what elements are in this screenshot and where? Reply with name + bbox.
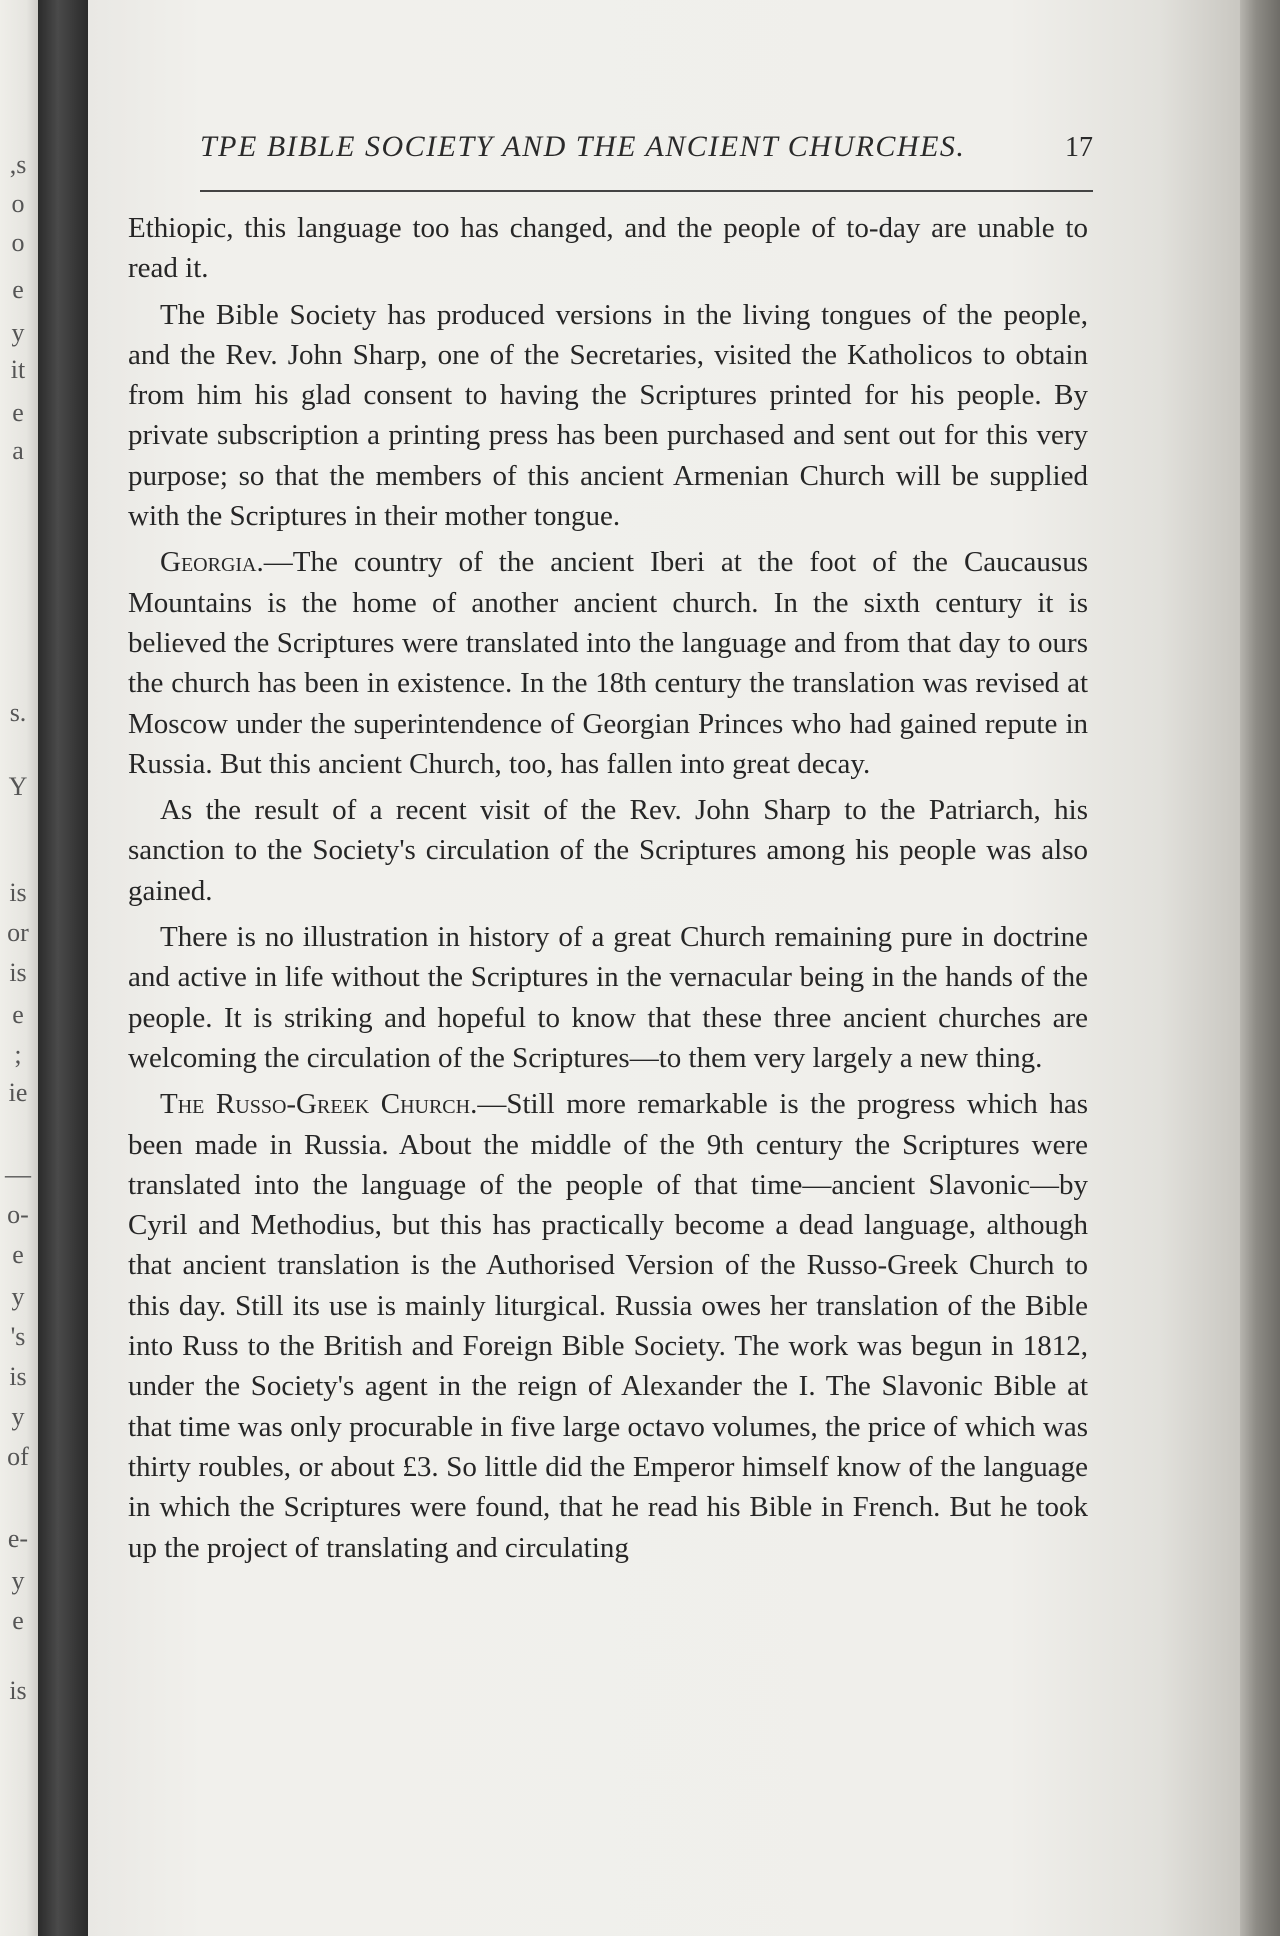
margin-fragment: e bbox=[12, 1606, 24, 1635]
margin-fragment: e bbox=[12, 275, 24, 304]
paragraph bbox=[128, 208, 1088, 289]
margin-fragment: 's bbox=[10, 1322, 26, 1351]
margin-fragment: it bbox=[10, 355, 26, 384]
margin-fragment: e- bbox=[7, 1524, 29, 1553]
margin-fragment: y bbox=[11, 1402, 25, 1431]
margin-fragment: Y bbox=[8, 772, 28, 801]
body-text bbox=[128, 208, 1088, 1568]
previous-page-edge bbox=[0, 0, 38, 1936]
paragraph bbox=[128, 295, 1088, 537]
margin-fragment: e bbox=[12, 1240, 24, 1269]
margin-fragment: o- bbox=[7, 1200, 29, 1229]
margin-fragment: e bbox=[12, 398, 24, 427]
margin-fragment: ; bbox=[14, 1040, 22, 1069]
margin-fragment: of bbox=[7, 1442, 29, 1471]
margin-fragment: — bbox=[5, 1160, 31, 1189]
margin-fragment: y bbox=[11, 318, 25, 347]
section-lead: Georgia. bbox=[160, 546, 264, 579]
page-edge-shadow bbox=[1240, 0, 1280, 1936]
paragraph-text: —Still more remarkable is the progress which has been made in Russia. About the middle of the 9th century the Scriptures were translated into the language of the people of that time—ancient Slavonic—by Cyril and Methodius, but this has practically become a dead language, although that ancient translation is the Authorised Version of the Russo-Greek Church to this day. Still its use is mainly liturgical. Russia owes her translation of the Bible into Russ to the British and Foreign Bible Society. The work was begun in 1812, under the Society's agent in the reign of Alexander the I. The Slavonic Bible at that time was only procurable in five large octavo volumes, the price of which was thirty roubles, or about £3. So little did the Emperor himself know of the language in which the Scriptures were found, that he read his Bible in French. But he took up the project of translating and circulating bbox=[128, 1088, 1088, 1564]
margin-fragment: is bbox=[9, 1676, 27, 1705]
margin-fragment: ,s bbox=[9, 150, 27, 179]
margin-fragment: o bbox=[11, 189, 25, 218]
page-number: 17 bbox=[1065, 132, 1093, 163]
paragraph-text: Ethiopic, this language too has changed, and the people of to-day are unable to read it. bbox=[128, 212, 1088, 285]
book-spine bbox=[38, 0, 88, 1936]
paragraph bbox=[128, 917, 1088, 1078]
paragraph-text: The Bible Society has produced versions in the living tongues of the people, and the Rev. John Sharp, one of the Secretaries, visited the Katholicos to obtain from him his glad consent to having the Scriptures printed for his people. By private subscription a printing press has been purchased and sent out for this very purpose; so that the members of this ancient Armenian Church will be supplied with the Scriptures in their mother tongue. bbox=[128, 298, 1088, 533]
margin-fragment: e bbox=[12, 1000, 24, 1029]
paragraph-text: As the result of a recent visit of the Rev. John Sharp to the Patriarch, his sanction to the Society's circulation of the Scriptures among his people was also gained. bbox=[128, 794, 1088, 907]
paragraph-text: —The country of the ancient Iberi at the foot of the Caucausus Mountains is the home of another ancient church. In the sixth century it is believed the Scriptures were translated into the language and from that day to ours the church has been in existence. In the 18th century the translation was revised at Moscow under the superintendence of Georgian Princes who had gained repute in Russia. But this ancient Church, too, has fallen into great decay. bbox=[128, 546, 1088, 780]
page-header bbox=[200, 130, 1093, 174]
margin-fragment: y bbox=[11, 1282, 25, 1311]
paragraph-text: There is no illustration in history of a great Church remaining pure in doctrine and active in life without the Scriptures in the vernacular being in the hands of the people. It is striking and hopeful to know that these three ancient churches are welcoming the circulation of the Scriptures—to them very largely a new thing. bbox=[128, 921, 1088, 1074]
margin-fragment: is bbox=[9, 1362, 27, 1391]
paragraph bbox=[128, 1084, 1088, 1568]
paragraph bbox=[128, 542, 1088, 784]
margin-fragment: a bbox=[12, 436, 24, 465]
margin-fragment: is bbox=[9, 958, 27, 987]
margin-fragment: is bbox=[9, 878, 27, 907]
margin-fragment: y bbox=[11, 1566, 25, 1595]
margin-fragment: or bbox=[7, 918, 29, 947]
margin-fragment: o bbox=[11, 228, 25, 257]
running-title: TPE BIBLE SOCIETY AND THE ANCIENT CHURCHES. bbox=[200, 130, 966, 163]
header-rule bbox=[200, 190, 1093, 192]
margin-fragment: ie bbox=[8, 1078, 28, 1107]
section-lead: The Russo-Greek Church. bbox=[160, 1088, 478, 1121]
margin-fragment: s. bbox=[9, 698, 27, 727]
paragraph bbox=[128, 790, 1088, 911]
